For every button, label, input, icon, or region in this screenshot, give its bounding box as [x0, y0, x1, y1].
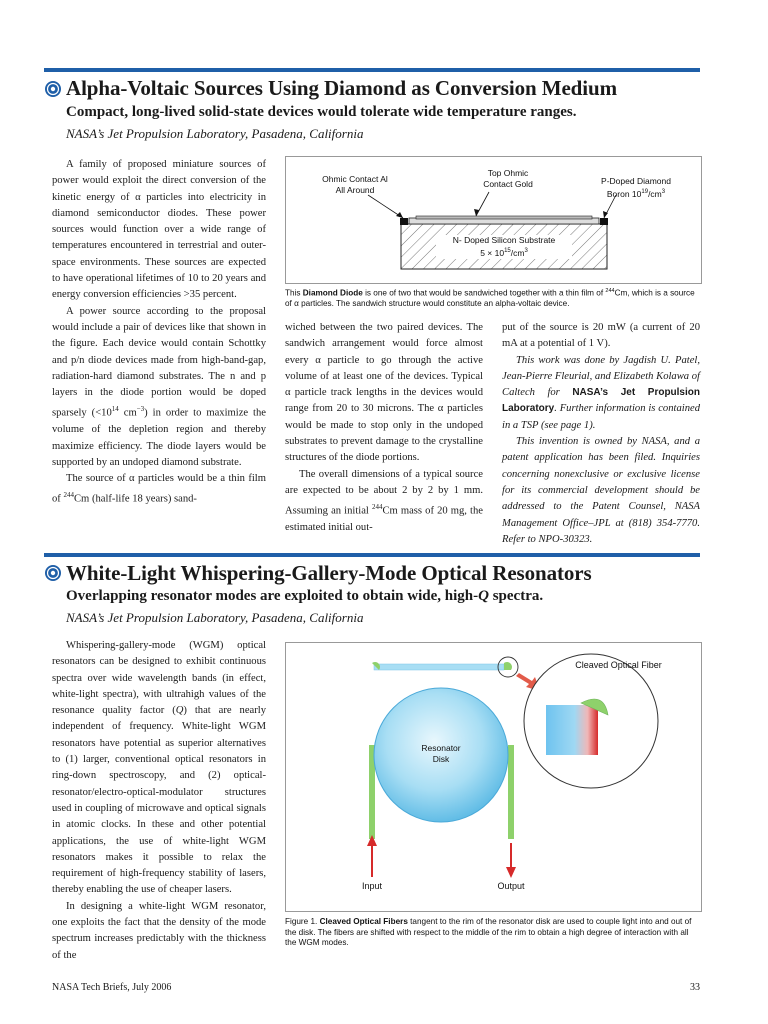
paragraph: A power source according to the proposal would include a pair of devices like that shown in the figure. Each device would contain Schottky and p/n diode devices made from high-band-gap, radiation-hard diamond substrates. The n and p layers in the diode portion would be doped sparsely ($<10^{14}$ $cm^{-3}$) in order to maximize the volume of the depletion region and thereby maximize efficiency. The diode layers would be supported by an undoped diamond substrate. [52, 305, 266, 468]
top-fiber-right-tip [504, 662, 512, 670]
footer-publication: NASA Tech Briefs, July 2006 [52, 982, 172, 993]
label-cleaved-fiber: Cleaved Optical Fiber [575, 660, 662, 670]
article-affiliation: NASA’s Jet Propulsion Laboratory, Pasadena, California [66, 610, 364, 625]
nasa-bullet-icon [44, 80, 62, 98]
article-subtitle: Overlapping resonator modes are exploited to obtain wide, high-Q spectra. [66, 588, 544, 604]
resonator-figure [285, 642, 702, 912]
article1-column-1 [52, 157, 266, 508]
label-substrate: N- Doped Silicon Substrate $5 \times 10^{15}/cm^3$ [436, 235, 572, 259]
al-contact-left [400, 218, 408, 225]
right-fiber [508, 745, 514, 839]
article1-column-2 [285, 320, 483, 536]
nasa-bullet-icon [44, 564, 62, 582]
figure-caption: This Diamond Diode is one of two that would be sandwiched together with a thin film of $^{244}$Cm, which is a source of α particles. The sandwich structure would constitute an alpha-voltaic device. [285, 288, 695, 309]
patent-paragraph: This invention is owned by NASA, and a patent application has been filed. Inquiries concerning nonexclusive or exclusive license for its commercial development should be addressed to the Patent Counsel, NASA Management Office–JPL at (818) 354-7770. Refer to NPO-30323. [502, 436, 700, 545]
article1-column-3 [502, 320, 700, 548]
paragraph: put of the source is 20 mW (a current of 20 mA at a potential of 1 V). [502, 322, 700, 350]
section-rule-1 [44, 68, 700, 72]
top-fiber [374, 664, 504, 670]
label-resonator-disk: Resonator Disk [421, 743, 461, 764]
page-number: 33 [690, 982, 700, 993]
credit-paragraph: This work was done by Jagdish U. Patel, Jean-Pierre Fleurial, and Elizabeth Kolawa of Caltech for NASA’s Jet Propulsion Laboratory. Further information is contained in a TSP (see page 1). [502, 354, 700, 431]
gold-contact [416, 216, 592, 219]
label-ohmic-contact: Ohmic Contact Al All Around [322, 174, 388, 195]
paragraph: wiched between the two paired devices. The sandwich arrangement would force almost every α particle to go through the active volume of at least one of the devices. Typical α particle track lengths in the devices would range from 20 to 30 microns. The α particles would be made to stop only in the undoped substrates to prevent damage to the crystalline structures of the diode portions. [285, 322, 483, 464]
label-top-ohmic: Top Ohmic Contact Gold [483, 168, 533, 189]
inset-fiber [546, 705, 598, 755]
input-arrow [367, 835, 377, 846]
paragraph: A family of proposed miniature sources of power would exploit the direct conversion of the kinetic energy of α particles into electricity in diamond semiconductor diodes. These power sources would function over a wide range of temperatures encountered in terrestrial and outer-space environments. These sources are expected to have operational lifetimes of 10 to 20 years and energy conversion efficiencies >35 percent. [52, 159, 266, 301]
label-input: Input [361, 881, 383, 891]
figure-caption: Figure 1. Cleaved Optical Fibers tangent to the rim of the resonator disk are used to couple light into and out of the disk. The fibers are shifted with respect to the middle of the rim to obtain a high degree of interaction with all the WGM modes. [285, 917, 692, 947]
diamond-diode-figure [285, 156, 702, 284]
article-title: White-Light Whispering-Gallery-Mode Optical Resonators [66, 561, 592, 585]
label-output: Output [497, 881, 525, 891]
paragraph: The source of α particles would be a thin film of $^{244}$Cm (half-life 18 years) sand- [52, 473, 266, 505]
label-p-doped: P-Doped Diamond Boron $10^{19}/cm^3$ [601, 176, 671, 199]
article2-column-1 [52, 638, 266, 964]
paragraph: Whispering-gallery-mode (WGM) optical resonators can be designed to exhibit continuous spectra over wide wavelength bands (in effect, white-light spectra), with ultrahigh values of the resonance quality factor (Q) that are nearly independent of frequency. White-light WGM resonators have potential as superior alternatives to (1) larger, conventional optical resonators in ring-down spectroscopy, and (2) optical-resonator/electro-optical-modulator structures used in coupling of microwave and optical signals in atomic clocks. In these and other potential applications, the use of white-light WGM resonators makes it possible to relax the requirement of high-frequency stability of lasers, thereby enabling the use of cheaper lasers. [52, 640, 266, 896]
al-contact-right [600, 218, 608, 225]
paragraph: The overall dimensions of a typical source are expected to be about 2 by 2 by 1 mm. Assuming an initial $^{244}$Cm mass of 20 mg, the estimated initial out- [285, 468, 483, 534]
article-title: Alpha-Voltaic Sources Using Diamond as Conversion Medium [66, 76, 617, 100]
paragraph: In designing a white-light WGM resonator, one exploits the fact that the density of the mode spectrum increases predictably with the thickness of the [52, 900, 266, 961]
article-affiliation: NASA’s Jet Propulsion Laboratory, Pasadena, California [66, 126, 364, 141]
section-rule-2 [44, 553, 700, 557]
output-arrow [506, 867, 516, 878]
article-subtitle: Compact, long-lived solid-state devices would tolerate wide temperature ranges. [66, 104, 577, 120]
